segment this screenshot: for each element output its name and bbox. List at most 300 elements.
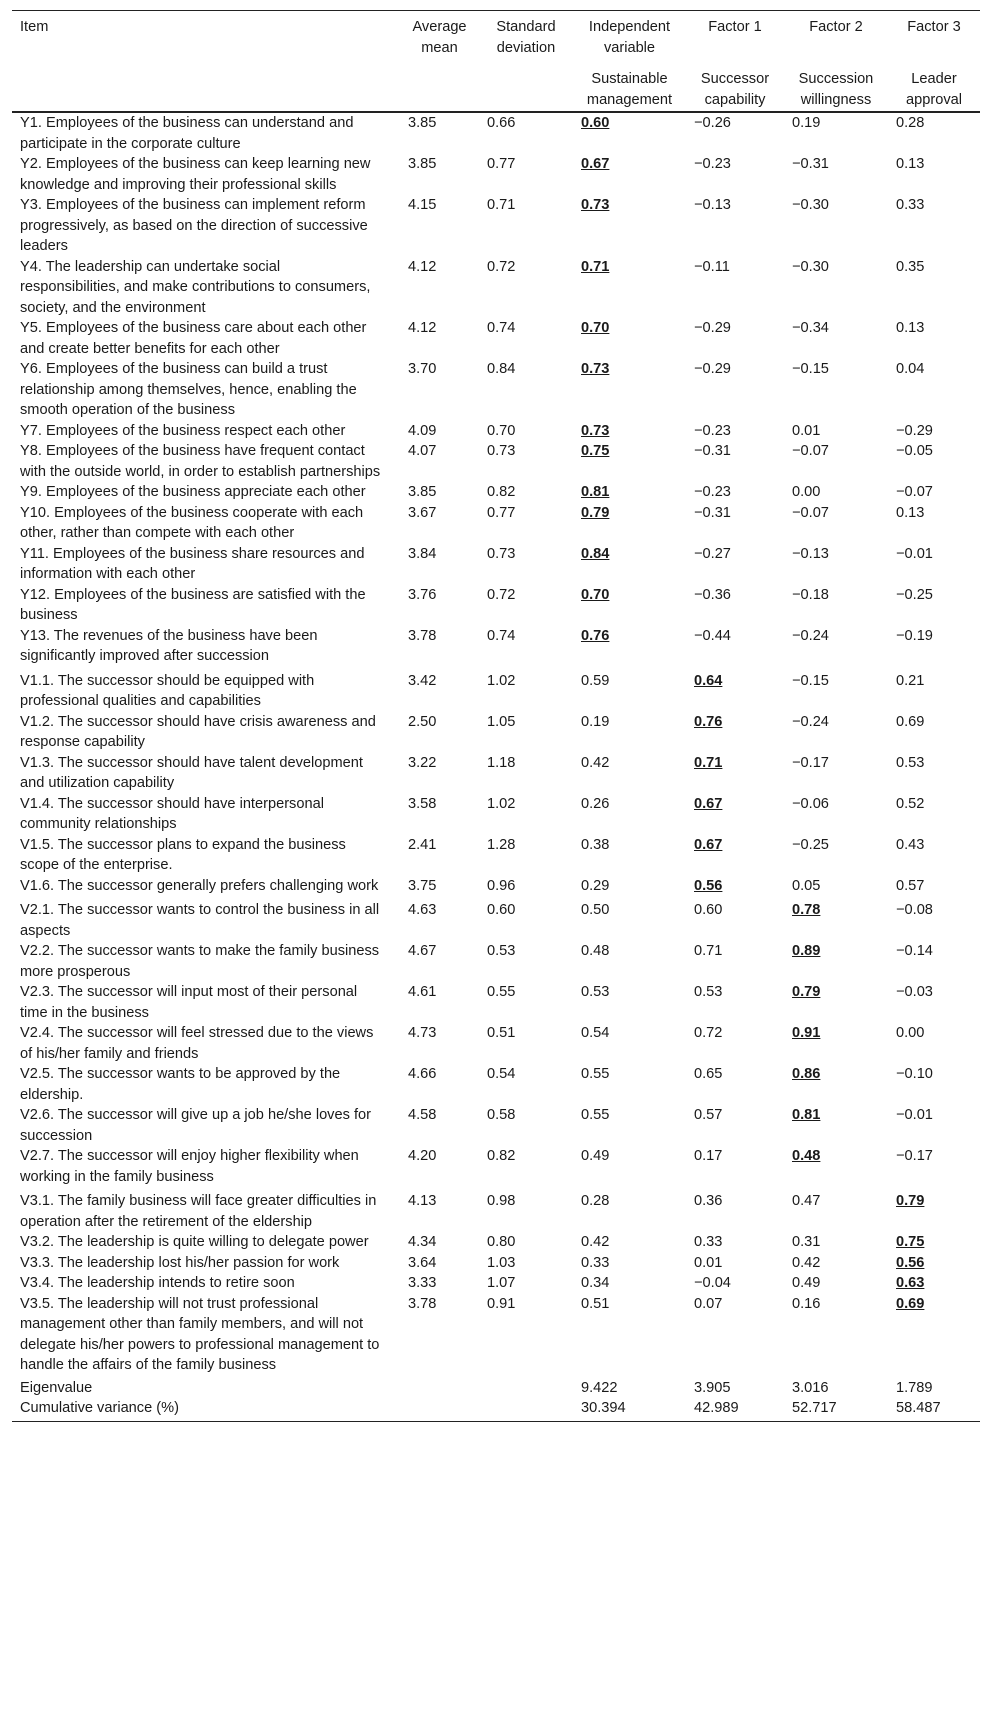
mean-cell: 3.58 (408, 795, 437, 812)
item-cell: V2.7. The successor will enjoy higher flexibility when working in the family business (20, 1148, 359, 1185)
mean-cell: 3.76 (408, 586, 437, 603)
summary-factor-3-cell: 1.789 (896, 1379, 933, 1396)
factor-3-cell: 0.13 (896, 156, 925, 172)
item-cell: Y1. Employees of the business can understand and participate in the corporate culture (12, 112, 400, 154)
sd-cell: 1.02 (487, 672, 516, 689)
factor-3-cell: −0.14 (896, 943, 933, 959)
factor-1-cell: 0.71 (694, 943, 723, 959)
factor-3-cell: 0.52 (896, 795, 925, 812)
highlighted-loading: 0.73 (581, 197, 610, 213)
item-cell: V1.6. The successor generally prefers challenging work (20, 877, 379, 894)
sd-cell: 1.07 (487, 1275, 516, 1291)
factor-1-cell: −0.23 (694, 156, 731, 172)
sd-cell: 0.70 (487, 422, 516, 439)
mean-cell: 3.85 (400, 112, 479, 154)
factor-1-cell: 0.72 (694, 1025, 723, 1041)
factor-2-cell (784, 941, 888, 982)
item-cell: Y2. Employees of the business can keep learning new knowledge and improving their professional skills (20, 156, 371, 193)
table-row (12, 441, 980, 482)
mean-cell: 3.78 (408, 1295, 437, 1312)
header-spacer (400, 58, 479, 112)
item-cell: Y3. Employees of the business can implement reform progressively, as based on the direction of successive leaders (20, 197, 368, 254)
sd-cell: 0.55 (487, 984, 516, 1000)
summary-sd-cell (479, 1398, 573, 1421)
item-cell: Y12. Employees of the business are satisfied with the business (20, 586, 366, 623)
factor-1-cell: 0.07 (694, 1295, 723, 1312)
factor-1-cell: 0.53 (694, 984, 723, 1000)
highlighted-loading: 0.73 (581, 422, 610, 439)
factor-1-cell: 0.60 (694, 902, 723, 918)
highlighted-loading: 0.75 (896, 1234, 925, 1250)
table-body (12, 112, 980, 1421)
mean-cell: 4.34 (408, 1234, 437, 1250)
factor-3-cell: −0.07 (896, 484, 933, 500)
factor-2-cell (784, 1146, 888, 1187)
mean-cell: 3.67 (408, 504, 437, 521)
item-cell: V3.5. The leadership will not trust professional management other than family members, and will not delegate his/her powers to professional management to handle the affairs of the family business (20, 1295, 380, 1373)
highlighted-loading: 0.56 (896, 1254, 925, 1271)
mean-cell: 3.70 (408, 361, 437, 377)
mean-cell: 4.13 (408, 1193, 437, 1209)
sustainable-management-cell (573, 318, 686, 359)
factor-1-cell: −0.31 (694, 504, 731, 521)
sustainable-management-cell (573, 112, 686, 154)
table-row (12, 1023, 980, 1064)
table-row (12, 941, 980, 982)
item-cell: Y11. Employees of the business share resources and information with each other (20, 545, 365, 582)
sustainable-management-cell: 0.42 (581, 754, 610, 771)
table-row (12, 112, 980, 154)
sustainable-management-cell: 0.54 (581, 1025, 610, 1041)
highlighted-loading: 0.86 (792, 1066, 821, 1082)
mean-cell: 4.07 (408, 443, 437, 459)
header-row-2 (12, 58, 980, 112)
item-cell: V2.2. The successor wants to make the family business more prosperous (20, 943, 380, 980)
mean-cell: 3.75 (408, 877, 437, 894)
factor-2-cell: 0.00 (792, 484, 821, 500)
table-row (12, 876, 980, 897)
highlighted-loading: 0.89 (792, 943, 821, 959)
table-row (12, 257, 980, 319)
summary-sd-cell (479, 1376, 573, 1399)
item-cell: Y9. Employees of the business appreciate each other (20, 484, 366, 500)
mean-cell: 2.41 (408, 836, 437, 853)
table-row (12, 712, 980, 753)
table-row (12, 585, 980, 626)
factor-2-cell: 0.31 (792, 1234, 821, 1250)
factor-3-cell: 0.04 (896, 361, 925, 377)
highlighted-loading: 0.79 (792, 984, 821, 1000)
highlighted-loading: 0.60 (581, 115, 610, 131)
factor-2-cell: −0.34 (792, 320, 829, 336)
factor-2-cell: 0.49 (792, 1275, 821, 1291)
item-cell: V2.5. The successor wants to be approved by the eldership. (20, 1066, 341, 1103)
sd-cell: 0.82 (487, 1148, 516, 1164)
factor-2-cell: 0.42 (792, 1254, 821, 1271)
sd-cell: 0.96 (487, 877, 516, 894)
table-row (12, 1253, 980, 1274)
mean-cell: 4.63 (408, 902, 437, 918)
sustainable-management-cell: 0.59 (581, 672, 610, 689)
header-succession-willingness: Succession willingness (798, 71, 874, 108)
table-row (12, 626, 980, 667)
factor-3-cell (888, 1253, 980, 1274)
factor-analysis-table (12, 10, 980, 1422)
item-cell: Y10. Employees of the business cooperate with each other, rather than compete with each other (20, 504, 364, 541)
sustainable-management-cell (573, 503, 686, 544)
item-cell: V1.4. The successor should have interpersonal community relationships (20, 795, 324, 832)
factor-3-cell: 0.69 (896, 713, 925, 730)
factor-3-cell (888, 1232, 980, 1253)
factor-3-cell: 0.33 (896, 197, 925, 213)
sustainable-management-cell (573, 195, 686, 257)
highlighted-loading: 0.63 (896, 1275, 925, 1291)
factor-2-cell: −0.30 (792, 258, 829, 275)
factor-3-cell: 0.21 (896, 672, 925, 689)
item-cell: Y7. Employees of the business respect each other (20, 422, 346, 439)
header-factor-2: Factor 2 (784, 11, 888, 59)
highlighted-loading: 0.73 (581, 361, 610, 377)
highlighted-loading: 0.75 (581, 443, 610, 459)
factor-3-cell (888, 1187, 980, 1232)
mean-cell: 3.85 (408, 156, 437, 172)
header-successor-capability: Successor capability (700, 71, 770, 108)
sustainable-management-cell: 0.28 (581, 1193, 610, 1209)
factor-3-cell: −0.19 (896, 627, 933, 644)
sustainable-management-cell: 0.34 (581, 1275, 610, 1291)
mean-cell: 3.33 (408, 1275, 437, 1291)
summary-factor-2-cell: 52.717 (784, 1398, 888, 1421)
sustainable-management-cell (573, 544, 686, 585)
factor-1-cell: −0.11 (694, 258, 730, 275)
factor-2-cell: −0.06 (792, 795, 829, 812)
factor-3-cell: −0.10 (896, 1066, 933, 1082)
factor-1-cell: −0.31 (694, 443, 731, 459)
header-leader-approval: Leader approval (906, 71, 962, 108)
header-sustainable-management: Sustainable management (586, 71, 673, 108)
header-item: Item (12, 11, 400, 59)
summary-factor-1-cell: 42.989 (686, 1398, 784, 1421)
sustainable-management-cell: 0.19 (581, 713, 610, 730)
factor-1-cell: −0.29 (694, 320, 731, 336)
factor-3-cell: −0.08 (896, 902, 933, 918)
summary-sustainable-management-cell: 30.394 (573, 1398, 686, 1421)
mean-cell: 4.09 (408, 422, 437, 439)
highlighted-loading: 0.69 (896, 1295, 925, 1312)
sustainable-management-cell: 0.38 (581, 836, 610, 853)
highlighted-loading: 0.79 (581, 504, 610, 521)
mean-cell: 3.22 (408, 754, 437, 771)
table-row (12, 1294, 980, 1376)
factor-2-cell: 0.47 (792, 1193, 821, 1209)
summary-sustainable-management-cell: 9.422 (581, 1379, 618, 1396)
factor-2-cell: 0.19 (784, 112, 888, 154)
table-row (12, 318, 980, 359)
sustainable-management-cell: 0.55 (581, 1066, 610, 1082)
factor-3-cell: −0.01 (896, 545, 933, 562)
factor-2-cell: −0.24 (792, 627, 829, 644)
factor-analysis-table-container (12, 10, 980, 1422)
table-row (12, 421, 980, 442)
factor-2-cell: −0.31 (792, 156, 829, 172)
item-cell: V2.3. The successor will input most of their personal time in the business (20, 984, 358, 1021)
factor-1-cell: −0.23 (694, 484, 731, 500)
table-row (12, 753, 980, 794)
factor-1-cell: 0.57 (694, 1107, 723, 1123)
item-cell: Y5. Employees of the business care about each other and create better benefits for each other (20, 320, 367, 357)
item-cell: Y13. The revenues of the business have been significantly improved after succession (20, 627, 318, 664)
mean-cell: 3.42 (408, 672, 437, 689)
header-mean: Average mean (400, 11, 479, 59)
factor-1-cell (686, 876, 784, 897)
header-row-1 (12, 11, 980, 59)
item-cell: V3.1. The family business will face greater difficulties in operation after the retirement of the eldership (20, 1193, 377, 1230)
sustainable-management-cell (573, 421, 686, 442)
sd-cell: 0.51 (487, 1025, 516, 1041)
factor-1-cell: −0.36 (694, 586, 731, 603)
sd-cell: 1.28 (487, 836, 516, 853)
highlighted-loading: 0.67 (694, 795, 723, 812)
mean-cell: 4.12 (408, 320, 437, 336)
mean-cell: 3.84 (408, 545, 437, 562)
table-row (12, 503, 980, 544)
item-cell: Y6. Employees of the business can build a trust relationship among themselves, hence, enabling the smooth operation of the business (20, 361, 357, 418)
sd-cell: 0.71 (487, 197, 516, 213)
summary-factor-1-cell: 3.905 (694, 1379, 731, 1396)
sustainable-management-cell: 0.50 (581, 902, 610, 918)
header-factor-3: Factor 3 (888, 11, 980, 59)
table-row (12, 1105, 980, 1146)
highlighted-loading: 0.70 (581, 320, 610, 336)
item-cell: V3.3. The leadership lost his/her passion for work (20, 1254, 340, 1271)
highlighted-loading: 0.78 (792, 902, 821, 918)
header-factor-1: Factor 1 (686, 11, 784, 59)
mean-cell: 2.50 (408, 713, 437, 730)
factor-3-cell (888, 1273, 980, 1294)
item-cell: V2.4. The successor will feel stressed due to the views of his/her family and friends (20, 1025, 374, 1062)
mean-cell: 4.61 (408, 984, 437, 1000)
factor-3-cell: −0.03 (896, 984, 933, 1000)
sustainable-management-cell: 0.53 (581, 984, 610, 1000)
mean-cell: 3.64 (408, 1254, 437, 1271)
summary-factor-3-cell: 58.487 (888, 1398, 980, 1421)
factor-2-cell: −0.15 (792, 672, 829, 689)
table-row (12, 1232, 980, 1253)
factor-3-cell: 0.53 (896, 754, 925, 771)
summary-row (12, 1398, 980, 1421)
factor-3-cell: 0.43 (896, 836, 925, 853)
factor-2-cell: −0.17 (792, 754, 829, 771)
factor-3-cell: −0.05 (896, 443, 933, 459)
sd-cell: 1.05 (487, 713, 516, 730)
sd-cell: 0.73 (487, 545, 516, 562)
sd-cell: 0.80 (487, 1234, 516, 1250)
factor-1-cell (686, 753, 784, 794)
item-cell: V3.2. The leadership is quite willing to delegate power (20, 1234, 369, 1250)
mean-cell: 4.73 (408, 1025, 437, 1041)
sustainable-management-cell (573, 154, 686, 195)
sustainable-management-cell: 0.42 (581, 1234, 610, 1250)
factor-1-cell: −0.29 (694, 361, 731, 377)
sustainable-management-cell (573, 482, 686, 503)
item-cell: V1.1. The successor should be equipped with professional qualities and capabilities (20, 672, 315, 709)
sd-cell: 0.73 (487, 443, 516, 459)
header-sd: Standard deviation (479, 11, 573, 59)
factor-1-cell: 0.36 (694, 1193, 723, 1209)
factor-1-cell: 0.01 (694, 1254, 723, 1271)
factor-2-cell: −0.24 (792, 713, 829, 730)
factor-1-cell: −0.26 (686, 112, 784, 154)
highlighted-loading: 0.71 (694, 754, 723, 771)
sd-cell: 0.77 (487, 156, 516, 172)
summary-factor-2-cell: 3.016 (792, 1379, 829, 1396)
factor-2-cell: −0.07 (792, 504, 829, 521)
sd-cell: 0.53 (487, 943, 516, 959)
table-row (12, 154, 980, 195)
table-row (12, 1064, 980, 1105)
table-row (12, 482, 980, 503)
highlighted-loading: 0.64 (694, 672, 723, 689)
highlighted-loading: 0.76 (694, 713, 723, 730)
summary-item-cell: Eigenvalue (20, 1379, 93, 1396)
factor-2-cell (784, 1023, 888, 1064)
factor-1-cell: 0.17 (694, 1148, 723, 1164)
sd-cell: 0.74 (487, 627, 516, 644)
mean-cell: 4.20 (408, 1148, 437, 1164)
factor-2-cell (784, 982, 888, 1023)
summary-row (12, 1376, 980, 1399)
highlighted-loading: 0.84 (581, 545, 610, 562)
factor-2-cell: −0.07 (792, 443, 829, 459)
summary-mean-cell (400, 1376, 479, 1399)
factor-1-cell (686, 794, 784, 835)
factor-2-cell: 0.05 (792, 877, 821, 894)
item-cell: V3.4. The leadership intends to retire soon (20, 1275, 295, 1291)
table-row (12, 835, 980, 876)
factor-1-cell: −0.23 (694, 422, 731, 439)
item-cell: V2.6. The successor will give up a job he/she loves for succession (20, 1107, 371, 1144)
sd-cell: 0.54 (487, 1066, 516, 1082)
item-cell: V1.3. The successor should have talent development and utilization capability (20, 754, 363, 791)
factor-1-cell (686, 712, 784, 753)
sd-cell: 0.72 (487, 586, 516, 603)
highlighted-loading: 0.70 (581, 586, 610, 603)
sustainable-management-cell: 0.48 (581, 943, 610, 959)
sd-cell: 0.91 (487, 1295, 516, 1312)
mean-cell: 3.78 (408, 627, 437, 644)
factor-3-cell: −0.25 (896, 586, 933, 603)
factor-2-cell: 0.01 (792, 422, 821, 439)
factor-3-cell: 0.28 (888, 112, 980, 154)
highlighted-loading: 0.81 (792, 1107, 821, 1123)
sd-cell: 1.02 (487, 795, 516, 812)
factor-2-cell (784, 1064, 888, 1105)
sd-cell: 0.58 (487, 1107, 516, 1123)
sd-cell: 0.98 (487, 1193, 516, 1209)
table-row (12, 667, 980, 712)
sustainable-management-cell (573, 441, 686, 482)
highlighted-loading: 0.79 (896, 1193, 925, 1209)
table-row (12, 896, 980, 941)
table-row (12, 1273, 980, 1294)
sd-cell: 0.82 (487, 484, 516, 500)
factor-1-cell: −0.13 (694, 197, 731, 213)
header-spacer (12, 58, 400, 112)
factor-2-cell (784, 896, 888, 941)
factor-3-cell: 0.13 (896, 320, 925, 336)
sd-cell: 1.03 (487, 1254, 516, 1271)
header-independent-variable: Independent variable (573, 11, 686, 59)
sd-cell: 0.60 (487, 902, 516, 918)
table-row (12, 359, 980, 421)
factor-1-cell: −0.27 (694, 545, 731, 562)
summary-mean-cell (400, 1398, 479, 1421)
table-row (12, 195, 980, 257)
factor-3-cell: −0.01 (896, 1107, 933, 1123)
sustainable-management-cell (573, 626, 686, 667)
highlighted-loading: 0.91 (792, 1025, 821, 1041)
sustainable-management-cell (573, 585, 686, 626)
sd-cell: 0.74 (487, 320, 516, 336)
sustainable-management-cell (573, 359, 686, 421)
factor-1-cell: 0.33 (694, 1234, 723, 1250)
highlighted-loading: 0.81 (581, 484, 610, 500)
factor-1-cell (686, 835, 784, 876)
sustainable-management-cell: 0.49 (581, 1148, 610, 1164)
mean-cell: 4.12 (408, 258, 437, 275)
mean-cell: 3.85 (408, 484, 437, 500)
item-cell: V1.5. The successor plans to expand the business scope of the enterprise. (20, 836, 346, 873)
item-cell: Y8. Employees of the business have frequent contact with the outside world, in order to establish partnerships (20, 443, 381, 480)
factor-2-cell: −0.15 (792, 361, 829, 377)
factor-3-cell: −0.17 (896, 1148, 933, 1164)
sd-cell: 1.18 (487, 754, 516, 771)
sd-cell: 0.77 (487, 504, 516, 521)
factor-1-cell: −0.04 (694, 1275, 731, 1291)
highlighted-loading: 0.67 (581, 156, 610, 172)
summary-item-cell: Cumulative variance (%) (12, 1398, 400, 1421)
factor-3-cell: −0.29 (896, 422, 933, 439)
factor-1-cell: 0.65 (694, 1066, 723, 1082)
sustainable-management-cell: 0.29 (581, 877, 610, 894)
table-row (12, 1146, 980, 1187)
header-spacer (479, 58, 573, 112)
table-row (12, 794, 980, 835)
factor-3-cell (888, 1294, 980, 1376)
item-cell: Y4. The leadership can undertake social responsibilities, and make contributions to consumers, society, and the environment (20, 258, 371, 316)
factor-2-cell (784, 1105, 888, 1146)
highlighted-loading: 0.76 (581, 627, 610, 644)
mean-cell: 4.66 (408, 1066, 437, 1082)
factor-2-cell: −0.25 (792, 836, 829, 853)
table-row (12, 982, 980, 1023)
highlighted-loading: 0.67 (694, 836, 723, 853)
factor-2-cell: 0.16 (792, 1295, 821, 1312)
factor-1-cell: −0.44 (694, 627, 731, 644)
sustainable-management-cell: 0.55 (581, 1107, 610, 1123)
sd-cell: 0.66 (479, 112, 573, 154)
sd-cell: 0.72 (487, 258, 516, 275)
factor-3-cell: 0.35 (896, 258, 925, 275)
factor-2-cell: −0.18 (792, 586, 829, 603)
factor-2-cell: −0.13 (792, 545, 829, 562)
sd-cell: 0.84 (487, 361, 516, 377)
sustainable-management-cell: 0.26 (581, 795, 610, 812)
item-cell: V1.2. The successor should have crisis awareness and response capability (20, 713, 376, 750)
sustainable-management-cell (573, 257, 686, 319)
sustainable-management-cell: 0.51 (581, 1295, 610, 1312)
highlighted-loading: 0.48 (792, 1148, 821, 1164)
